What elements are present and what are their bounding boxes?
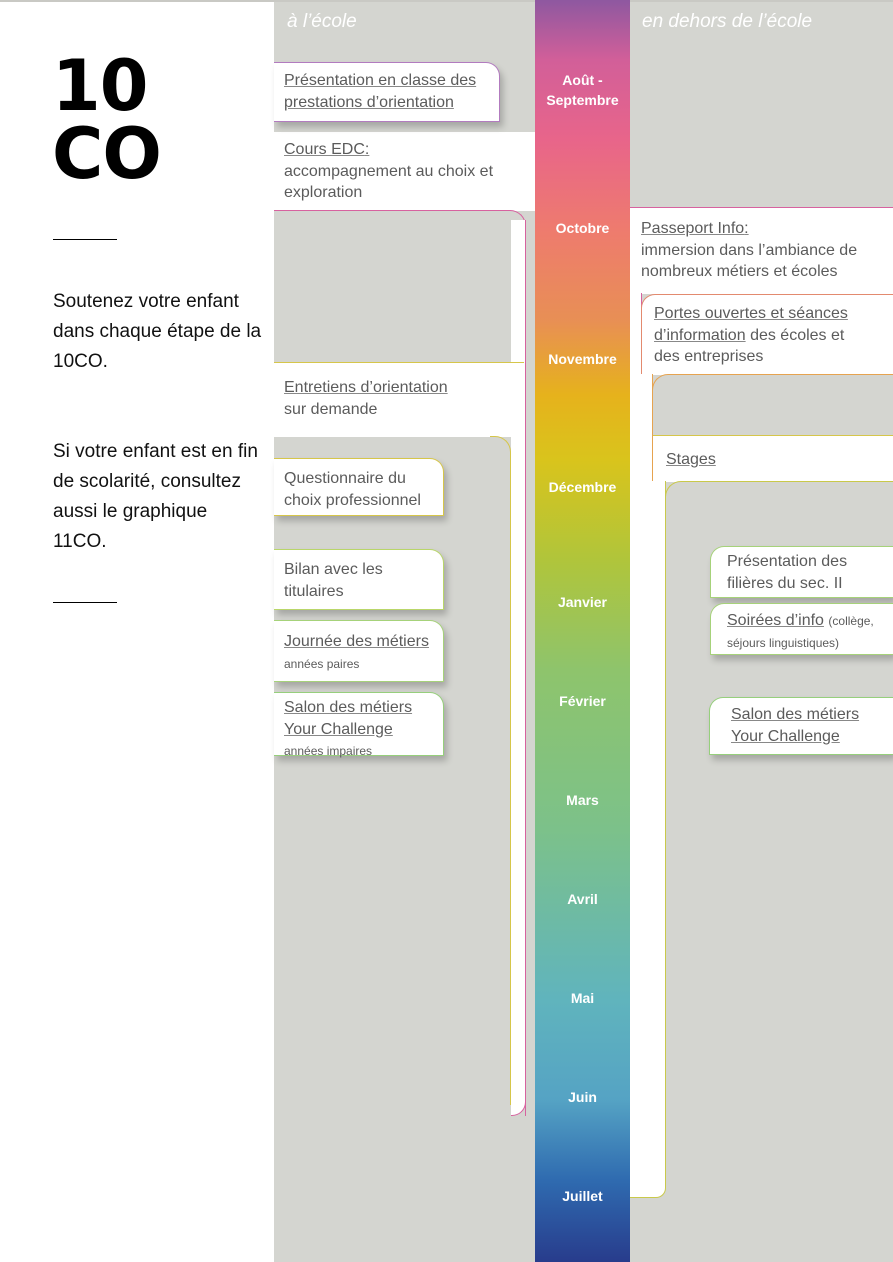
card-passeport: Passeport Info: immersion dans l’ambiance de nombreux métiers et écoles — [641, 220, 858, 280]
timeline-bar — [535, 0, 630, 1262]
top-border — [0, 0, 893, 2]
card-questionnaire: Questionnaire du choix professionnel — [274, 458, 444, 516]
month-juillet: Juillet — [562, 1188, 603, 1204]
card-salon-outside: Salon des métiers Your Challenge — [709, 697, 893, 755]
card-presentation: Présentation en classe des prestations d’orientation — [274, 62, 500, 122]
card-soirees: Soirées d’info (collège, séjours linguistiques) — [710, 603, 893, 655]
month-novembre: Novembre — [548, 351, 617, 367]
title-line-2: CO — [52, 113, 161, 195]
card-salon-school: Salon des métiers Your Challenge années impaires — [274, 692, 444, 756]
divider-bottom — [53, 602, 117, 603]
note-paragraph: Si votre enfant est en fin de scolarité, consultez aussi le graphique 11CO. — [53, 441, 258, 552]
stages-vertical-lane — [630, 481, 666, 1198]
card-journee: Journée des métiers années paires — [274, 620, 444, 682]
page-title — [52, 45, 161, 195]
month-aout-septembre: Août - Septembre — [546, 72, 619, 108]
month-juin: Juin — [568, 1089, 597, 1105]
entretiens-vertical-lane — [490, 436, 511, 1105]
stages-connector — [665, 481, 893, 512]
month-mars: Mars — [566, 792, 599, 808]
month-fevrier: Février — [559, 693, 606, 709]
edc-vertical-lane — [511, 220, 526, 1116]
header-school: à l’école — [287, 11, 357, 32]
month-octobre: Octobre — [555, 220, 610, 236]
intro-paragraph: Soutenez votre enfant dans chaque étape de la 10CO. — [53, 291, 262, 372]
title-line-1: 10 — [52, 45, 148, 127]
card-portes: Portes ouvertes et séances d’information des écoles et des entreprises — [654, 305, 848, 365]
month-janvier: Janvier — [557, 594, 608, 610]
card-entretiens: Entretiens d’orientation sur demande — [284, 379, 448, 418]
card-bilan: Bilan avec les titulaires — [274, 549, 444, 610]
card-filieres: Présentation des filières du sec. II — [710, 546, 893, 598]
divider-top — [53, 239, 117, 240]
month-decembre: Décembre — [548, 479, 617, 495]
month-mai: Mai — [570, 990, 595, 1006]
portes-connector — [652, 374, 893, 435]
header-outside: en dehors de l’école — [642, 11, 813, 32]
sidebar — [0, 0, 274, 1262]
card-stages: Stages — [666, 451, 716, 468]
month-avril: Avril — [567, 891, 598, 907]
card-edc: Cours EDC: accompagnement au choix et exploration — [284, 141, 494, 201]
